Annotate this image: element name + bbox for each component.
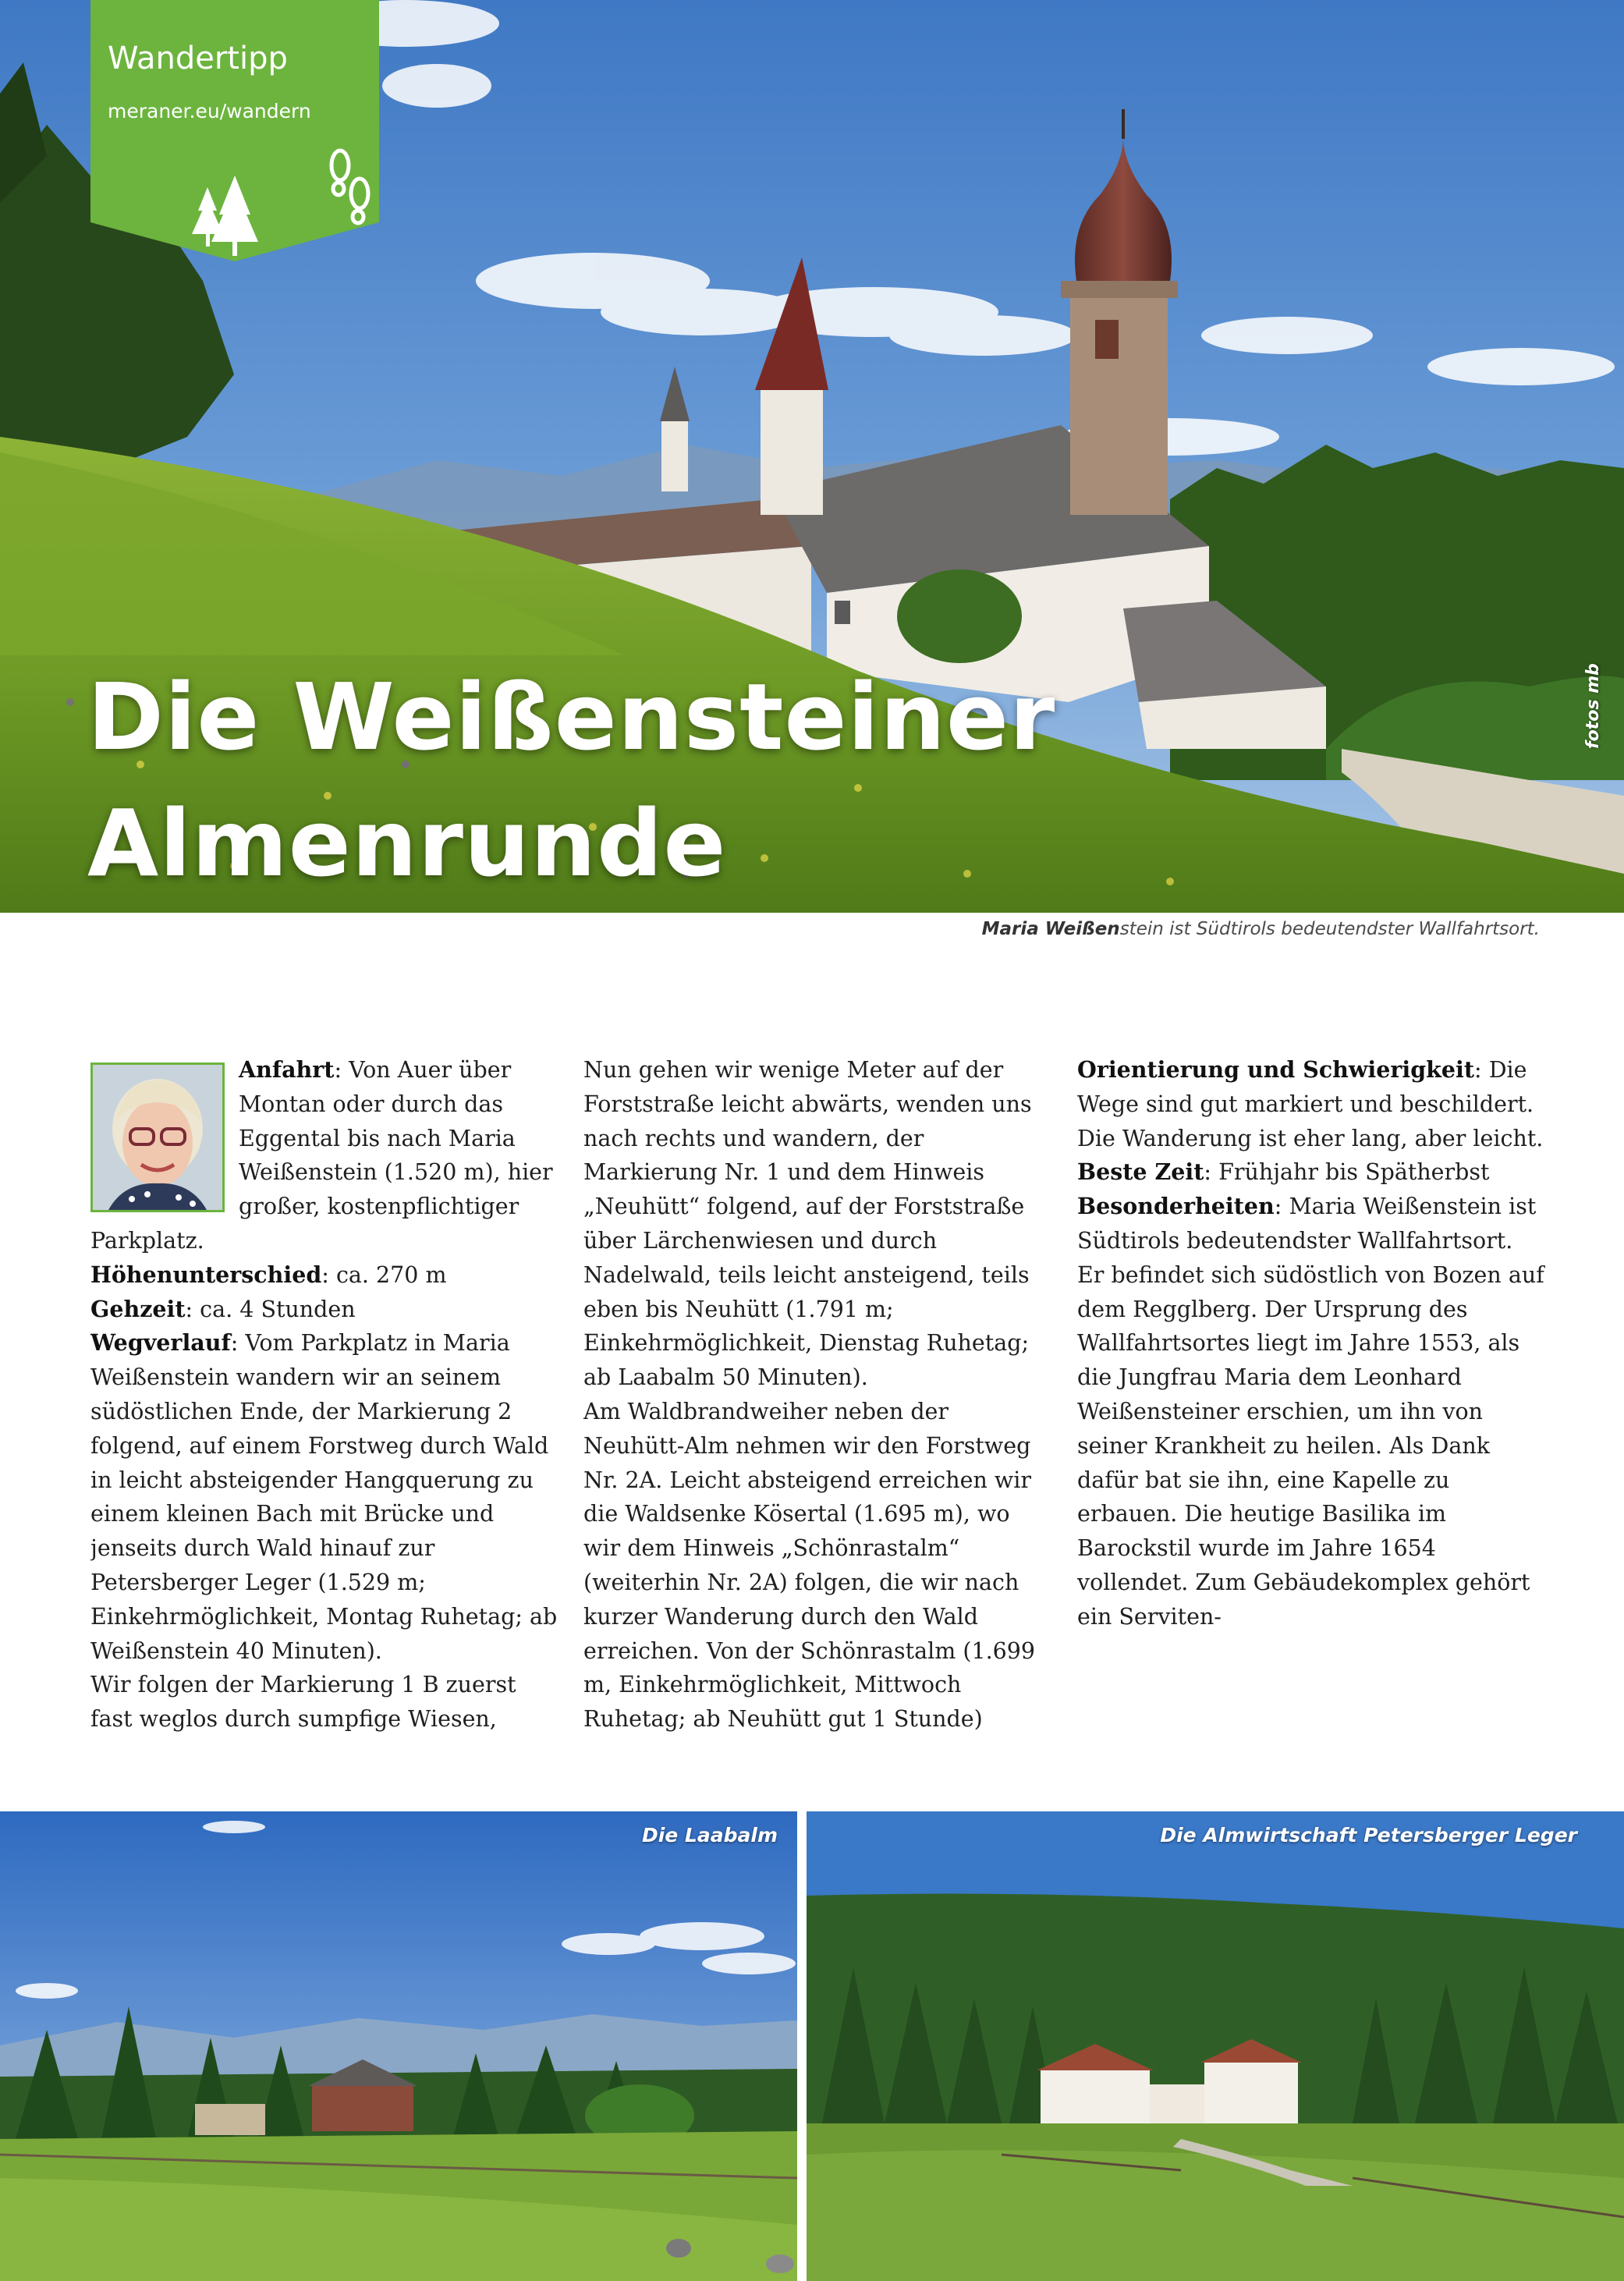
text-hoehe: : ca. 270 m bbox=[321, 1261, 447, 1288]
label-wegverlauf: Wegverlauf bbox=[90, 1329, 231, 1357]
paragraph-2: Wir folgen der Markierung 1 B zuerst fast weglos durch sumpfige Wiesen, bbox=[90, 1672, 516, 1733]
badge-url-link[interactable]: meraner.eu/wandern bbox=[108, 100, 311, 122]
photo-laabalm bbox=[0, 1811, 797, 2281]
article-column-1 bbox=[90, 1053, 558, 1740]
photo-petersberger-leger bbox=[807, 1811, 1624, 2281]
petersberger-leger-image bbox=[807, 1811, 1624, 2281]
section-besonderheiten bbox=[1077, 1190, 1545, 1634]
section-wegverlauf bbox=[90, 1326, 558, 1668]
hero-caption-bold: Maria Weißen bbox=[981, 919, 1120, 939]
article-column-3 bbox=[1077, 1053, 1545, 1740]
text-gehzeit: : ca. 4 Stunden bbox=[185, 1296, 356, 1322]
label-orientierung: Orientierung und Schwierigkeit bbox=[1077, 1056, 1475, 1083]
section-orientierung bbox=[1077, 1053, 1545, 1155]
text-orientierung: : Die Wege sind gut markiert und beschildert. Die Wanderung ist eher lang, aber leicht. bbox=[1077, 1057, 1544, 1151]
section-beste-zeit bbox=[1077, 1155, 1545, 1190]
petersberger-leger-caption: Die Almwirtschaft Petersberger Leger bbox=[1160, 1824, 1577, 1846]
article-column-2 bbox=[583, 1053, 1051, 1740]
text-besonderheiten: : Maria Weißenstein ist Südtirols bedeutendster Wallfahrtsort. Er befindet sich südöstlich von Bozen auf dem Regglberg. Der Ursprung des Wallfahrtsortes liegt im Jahre 1553, als die Jungfrau Maria dem Leonhard Weißensteiner erschien, um ihn von seiner Krankheit zu heilen. Als Dank dafür bat sie ihn, eine Kapelle zu erbauen. Die heutige Basilika im Barockstil wurde im Jahre 1654 vollendet. Zum Gebäudekomplex gehört ein Serviten- bbox=[1077, 1194, 1544, 1630]
article-title bbox=[87, 654, 1055, 906]
paragraph-4: Am Waldbrandweiher neben der Neuhütt-Alm nehmen wir den Forstweg Nr. 2A. Leicht absteigend erreichen wir die Waldsenke Kösertal (1.695 m), wo wir dem Hinweis „Schönrastalm“ (weiterhin Nr. 2A) folgen, die wir nach kurzer Wanderung durch den Wald erreichen. Von der Schönrastalm (1.699 m, Einkehrmöglichkeit, Mittwoch Ruhetag; ab Neuhütt gut 1 Stunde) bbox=[583, 1398, 1036, 1733]
hero-caption bbox=[982, 919, 1540, 939]
label-besonderheiten: Besonderheiten bbox=[1077, 1193, 1275, 1220]
text-anfahrt: : Von Auer über Montan oder durch das Eggental bis nach Maria Weißenstein (1.520 m), hier großer, kostenpflichtiger Parkplatz. bbox=[90, 1057, 553, 1254]
badge-background bbox=[90, 0, 379, 265]
photo-credit: fotos mb bbox=[1583, 663, 1603, 749]
text-wegverlauf: : Vom Parkplatz in Maria Weißenstein wandern wir an seinem südöstlichen Ende, der Markierung 2 folgend, auf einem Forstweg durch Wald in leicht absteigender Hangquerung zu einem kleinen Bach mit Brücke und jenseits durch Wald hinauf zur Petersberger Leger (1.529 m; Einkehrmöglichkeit, Montag Ruhetag; ab Weißenstein 40 Minuten). bbox=[90, 1330, 558, 1664]
wandertipp-badge bbox=[90, 0, 379, 265]
section-gehzeit bbox=[90, 1293, 558, 1327]
paragraph-3: Nun gehen wir wenige Meter auf der Forststraße leicht abwärts, wenden uns nach rechts und wandern, der Markierung Nr. 1 und dem Hinweis „Neuhütt“ folgend, auf der Forststraße über Lärchenwiesen und durch Nadelwald, teils leicht ansteigend, teils eben bis Neuhütt (1.791 m; Einkehrmöglichkeit, Dienstag Ruhetag; ab Laabalm 50 Minuten). bbox=[583, 1057, 1032, 1391]
label-beste-zeit: Beste Zeit bbox=[1077, 1158, 1204, 1186]
label-gehzeit: Gehzeit bbox=[90, 1295, 186, 1322]
hero-caption-text: stein ist Südtirols bedeutendster Wallfahrtsort. bbox=[1119, 919, 1540, 939]
text-beste-zeit: : Frühjahr bis Spätherbst bbox=[1204, 1159, 1490, 1186]
badge-title: Wandertipp bbox=[108, 41, 288, 76]
label-hoehe: Höhenunterschied bbox=[90, 1261, 322, 1288]
section-hoehe bbox=[90, 1258, 558, 1293]
author-portrait-image bbox=[93, 1065, 222, 1210]
article-title-line1: Die Weißensteiner bbox=[87, 663, 1056, 771]
laabalm-caption: Die Laabalm bbox=[641, 1824, 778, 1846]
laabalm-image bbox=[0, 1811, 797, 2281]
label-anfahrt: Anfahrt bbox=[239, 1056, 335, 1083]
author-portrait bbox=[90, 1062, 225, 1212]
article-title-line2: Almenrunde bbox=[87, 789, 727, 897]
